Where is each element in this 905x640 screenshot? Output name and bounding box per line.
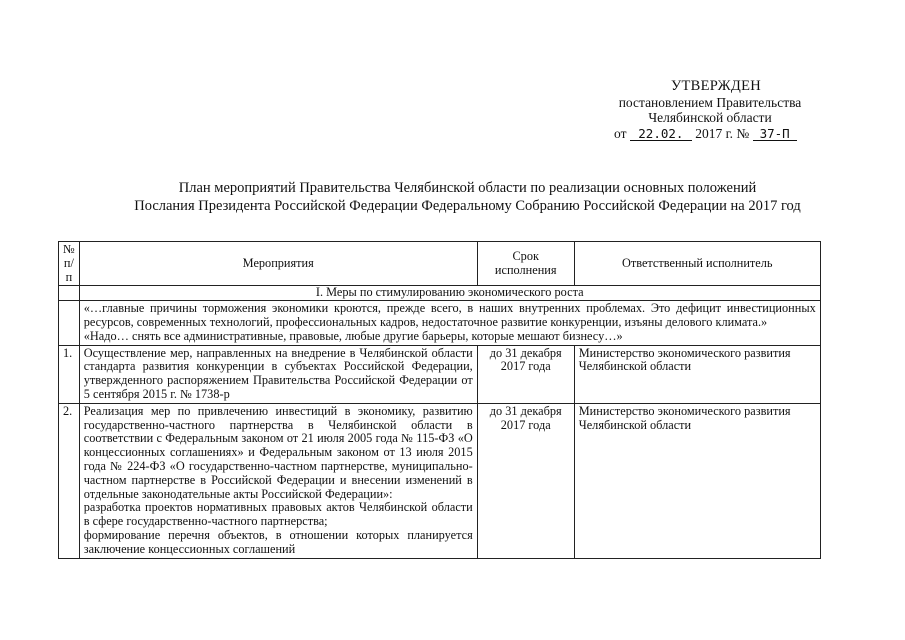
row-deadline: до 31 декабря 2017 года xyxy=(477,403,574,558)
row-deadline: до 31 декабря 2017 года xyxy=(477,345,574,403)
decree-number: 37-П xyxy=(753,127,797,141)
table-header-row xyxy=(59,242,821,286)
table-row xyxy=(59,403,821,558)
section-num-cell xyxy=(59,286,80,301)
quote-text-1: «…главные причины торможения экономики кроются, прежде всего, в наших внутренних проблемах. Это дефицит инвестиционных ресурсов, современных технологий, профессиональных кадров, недостаточное развитие конкуренции, изъяны делового климата.» xyxy=(83,301,816,329)
quote-text-2: «Надо… снять все административные, правовые, любые другие барьеры, которые мешают бизнесу…» xyxy=(83,328,623,343)
row-event-cell xyxy=(79,403,477,558)
header-num: № п/п xyxy=(59,242,80,286)
row-event: Осуществление мер, направленных на внедрение в Челябинской области стандарта развития конкуренции в субъектах Российской Федерации, утвержденного распоряжением Правительства Российской Федерации от 5 сентября 2015 г. № 1738-р xyxy=(79,345,477,403)
title-line-1: План мероприятий Правительства Челябинской области по реализации основных положений xyxy=(178,180,757,196)
row-event: Реализация мер по привлечению инвестиций в экономику, развитию государственно-частного партнерства в Челябинской области в соответствии с Федеральным законом от 21 июля 2005 года № 115-ФЗ «О концессионных соглашениях» и Федеральным законом от 13 июля 2015 года № 224-ФЗ «О государственно-частном партнерстве, муниципально-частном партнерстве в Российской Федерации и внесении изменений в отдельные законодательные акты Российской Федерации»: xyxy=(83,403,473,501)
approval-heading: УТВЕРЖДЕН xyxy=(670,78,762,94)
row-num: 2. xyxy=(59,403,80,558)
row-num: 1. xyxy=(59,345,80,403)
header-responsible: Ответственный исполнитель xyxy=(574,242,820,286)
row-responsible: Министерство экономического развития Челябинской области xyxy=(574,345,820,403)
date-value: 22.02. xyxy=(630,127,692,141)
row-event-sub: разработка проектов нормативных правовых актов Челябинской области в сфере государственно-частного партнерства; xyxy=(83,500,473,529)
quote-row xyxy=(59,301,821,345)
row-event-sub: формирование перечня объектов, в отношении которых планируется заключение концессионных соглашений xyxy=(83,527,473,556)
year-text: 2017 г. № xyxy=(695,125,750,141)
table-row xyxy=(59,345,821,403)
approval-line-decree: постановлением Правительства xyxy=(618,94,802,110)
approval-stamp xyxy=(590,79,830,141)
title-line-2: Послания Президента Российской Федерации Федеральному Собранию Российской Федерации на 2017 год xyxy=(134,198,801,214)
date-prefix: от xyxy=(614,125,627,141)
quote-num-cell xyxy=(59,301,80,345)
section-title: I. Меры по стимулированию экономического роста xyxy=(79,286,820,301)
approval-line-region: Челябинской области xyxy=(648,110,772,125)
header-event: Мероприятия xyxy=(79,242,477,286)
row-responsible: Министерство экономического развития Челябинской области xyxy=(574,403,820,558)
approval-date-line xyxy=(590,126,830,142)
section-row xyxy=(59,286,821,301)
header-deadline: Срок исполнения xyxy=(477,242,574,286)
plan-table xyxy=(58,241,821,559)
document-title xyxy=(40,179,895,215)
quote-cell xyxy=(79,301,820,345)
